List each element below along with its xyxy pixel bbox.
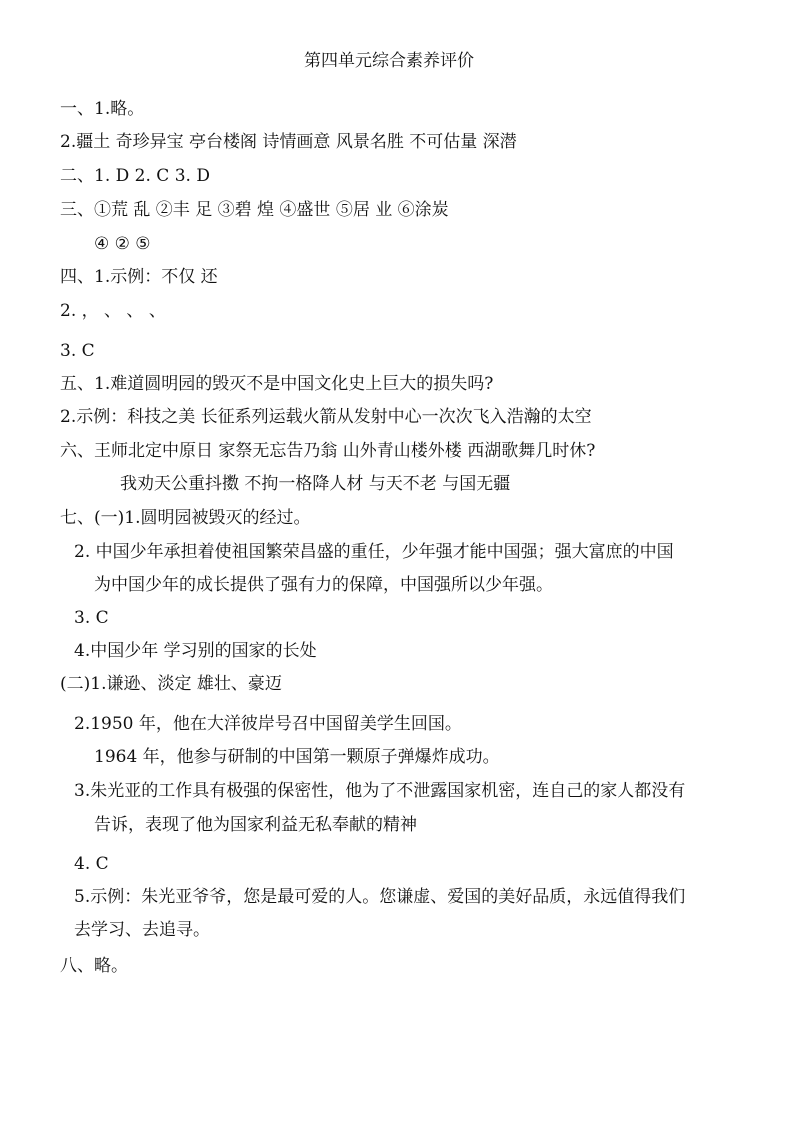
answer-line-8: 八、略。 <box>60 956 128 976</box>
answer-line-6-2: 我劝天公重抖擞 不拘一格降人材 与天不老 与国无疆 <box>120 474 511 494</box>
answer-line-7-2-2a: 2.1950 年，他在大洋彼岸号召中国留美学生回国。 <box>74 714 462 734</box>
answer-line-7-2-1: (二)1.谦逊、淡定 雄壮、豪迈 <box>60 674 282 694</box>
answer-line-6-1: 六、王师北定中原日 家祭无忘告乃翁 山外青山楼外楼 西湖歌舞几时休? <box>60 441 596 461</box>
answer-line-7-2-5b: 去学习、去追寻。 <box>74 920 210 940</box>
answer-line-4-2: 2. ， 、 、 、 <box>60 301 166 321</box>
answer-line-7-1-2a: 2. 中国少年承担着使祖国繁荣昌盛的重任，少年强才能中国强；强大富庶的中国 <box>74 542 674 562</box>
answer-line-4-1: 四、1.示例：不仅 还 <box>60 267 218 287</box>
answer-line-1-1: 一、1.略。 <box>60 99 145 119</box>
page-title: 第四单元综合素养评价 <box>304 51 474 71</box>
answer-line-7-1-1: 七、(一)1.圆明园被毁灭的经过。 <box>60 508 311 528</box>
answer-line-5-1: 五、1.难道圆明园的毁灭不是中国文化史上巨大的损失吗? <box>60 374 494 394</box>
answer-line-7-1-4: 4.中国少年 学习别的国家的长处 <box>74 641 317 661</box>
answer-line-3: 三、①荒 乱 ②丰 足 ③碧 煌 ④盛世 ⑤居 业 ⑥涂炭 <box>60 200 449 220</box>
answer-line-7-2-2b: 1964 年，他参与研制的中国第一颗原子弹爆炸成功。 <box>94 747 500 767</box>
answer-line-2: 二、1. D 2. C 3. D <box>60 166 210 186</box>
answer-line-7-2-3a: 3.朱光亚的工作具有极强的保密性，他为了不泄露国家机密，连自己的家人都没有 <box>74 781 686 801</box>
answer-line-7-1-3: 3. C <box>74 608 109 628</box>
answer-line-7-2-3b: 告诉，表现了他为国家利益无私奉献的精神 <box>94 815 417 835</box>
answer-line-7-2-5a: 5.示例：朱光亚爷爷，您是最可爱的人。您谦虚、爱国的美好品质，永远值得我们 <box>74 887 686 907</box>
answer-line-3-choices: ④ ② ⑤ <box>94 234 151 254</box>
answer-line-1-2: 2.疆土 奇珍异宝 亭台楼阁 诗情画意 风景名胜 不可估量 深潜 <box>60 132 517 152</box>
answer-line-7-1-2b: 为中国少年的成长提供了强有力的保障，中国强所以少年强。 <box>94 575 553 595</box>
answer-line-5-2: 2.示例：科技之美 长征系列运载火箭从发射中心一次次飞入浩瀚的太空 <box>60 407 592 427</box>
answer-line-4-3: 3. C <box>60 341 95 361</box>
answer-line-7-2-4: 4. C <box>74 854 109 874</box>
